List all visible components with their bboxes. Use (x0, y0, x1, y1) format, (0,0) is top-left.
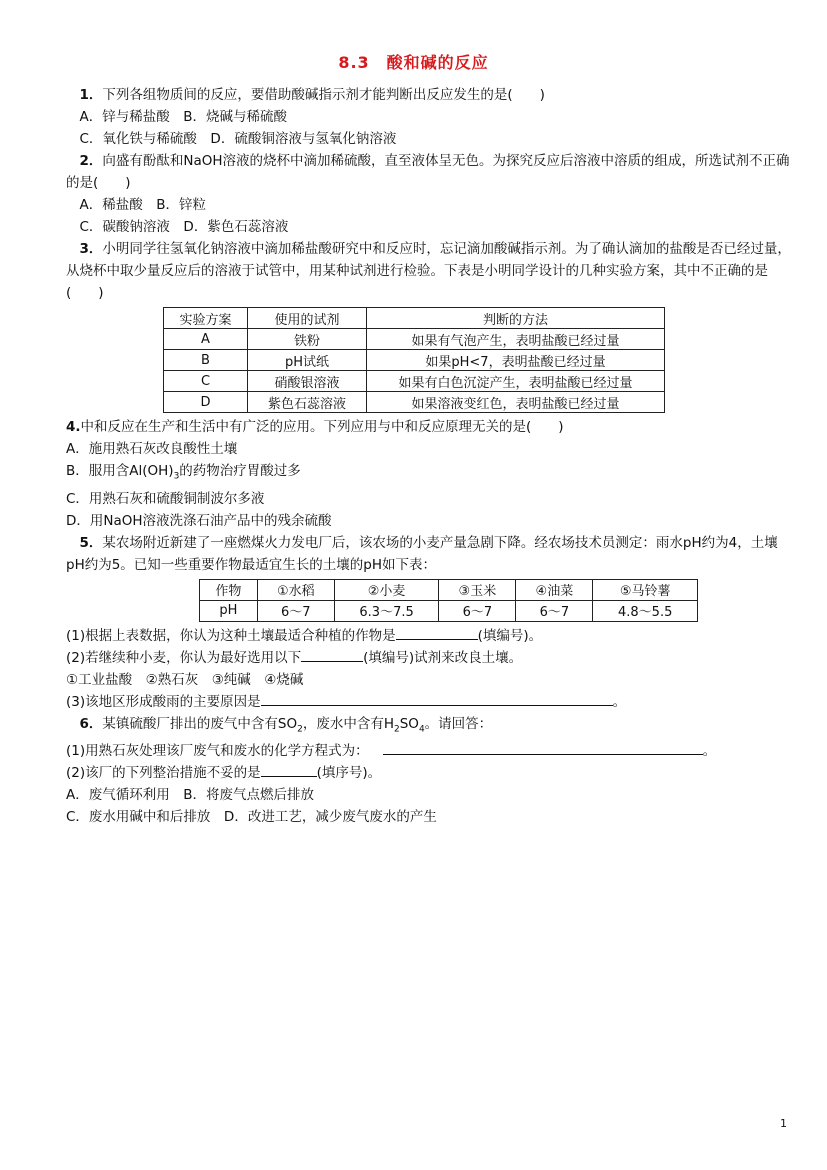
table-cell: ⑤马铃薯 (593, 579, 698, 600)
option-text: 的药物治疗胃酸过多 (179, 463, 301, 479)
question-1-stem: 下列各组物质间的反应，要借助酸碱指示剂才能判断出反应发生的是( ) (102, 87, 545, 103)
question-5-number: 5． (79, 534, 103, 551)
answer-blank[interactable] (261, 762, 317, 777)
subscript: 3 (173, 471, 180, 482)
table-cell: 6～7 (439, 600, 516, 621)
experiment-table (163, 307, 665, 413)
table-cell: 如果pH<7，表明盐酸已经过量 (367, 350, 665, 371)
page-title: 8.3 酸和碱的反应 (338, 53, 489, 72)
stem-text: 。请回答： (424, 715, 493, 732)
table-row (200, 579, 698, 600)
question-3-stem: 小明同学往氢氧化钠溶液中滴加稀盐酸研究中和反应时，忘记滴加酸碱指示剂。为了确认滴加的盐酸是否已经过量，从烧杯中取少量反应后的溶液于试管中，用某种试剂进行检验。下表是小明同学设计的几种实验方案，其中不正确的是( ) (66, 241, 791, 301)
prompt-text: (2)若继续种小麦，你认为最好选用以下 (66, 649, 302, 666)
question-5-sub-2 (66, 647, 794, 669)
question-2-number: 2． (79, 153, 103, 169)
exercise-content (66, 84, 794, 828)
question-3-number: 3． (79, 241, 103, 257)
prompt-text: 。 (612, 693, 627, 710)
subscript: 4 (418, 724, 425, 735)
table-row (164, 371, 665, 392)
table-cell: ①水稻 (257, 579, 334, 600)
question-6 (66, 713, 794, 741)
option-text: B．服用含Al(OH) (66, 463, 174, 479)
question-4-stem: 中和反应在生产和生活中有广泛的应用。下列应用与中和反应原理无关的是( ) (80, 419, 564, 435)
table-cell: 作物 (200, 579, 258, 600)
answer-blank[interactable] (261, 691, 613, 706)
table-cell: pH试纸 (248, 350, 367, 371)
stem-text: 某镇硫酸厂排出的废气中含有SO (102, 715, 298, 732)
prompt-text: 。 (702, 743, 717, 760)
table-cell: D (164, 392, 248, 413)
question-6-options-ab: A．废气循环利用 B．将废气点燃后排放 (66, 787, 314, 804)
question-1-options-ab: A．锌与稀盐酸 B．烧碱与稀硫酸 (79, 109, 287, 125)
subscript: 2 (394, 724, 400, 735)
prompt-text: (填编号)。 (477, 627, 543, 644)
answer-blank[interactable] (383, 740, 703, 755)
table-cell: 6.3～7.5 (334, 600, 439, 621)
table-cell: A (164, 329, 248, 350)
question-5-sub-2-options: ①工业盐酸 ②熟石灰 ③纯碱 ④烧碱 (66, 671, 304, 688)
table-row (164, 329, 665, 350)
question-2-options-ab: A．稀盐酸 B．锌粒 (79, 197, 206, 213)
stem-text: SO (399, 715, 419, 732)
question-1-number: 1． (79, 87, 103, 103)
answer-blank[interactable] (301, 647, 363, 662)
subscript: 2 (297, 724, 303, 735)
table-cell: 4.8～5.5 (593, 600, 698, 621)
question-1 (66, 84, 794, 106)
question-4-option-a: A．施用熟石灰改良酸性土壤 (66, 441, 238, 457)
table-cell: 紫色石蕊溶液 (248, 392, 367, 413)
table-cell: 如果有白色沉淀产生，表明盐酸已经过量 (367, 371, 665, 392)
prompt-text: (3)该地区形成酸雨的主要原因是 (66, 693, 261, 710)
answer-blank[interactable] (396, 625, 478, 640)
question-4-option-c: C．用熟石灰和硫酸铜制波尔多液 (66, 490, 265, 507)
table-cell: 铁粉 (248, 329, 367, 350)
question-6-sub-1 (66, 740, 794, 762)
question-6-sub-2 (66, 762, 794, 784)
prompt-text: (1)根据上表数据，你认为这种土壤最适合种植的作物是 (66, 627, 396, 644)
stem-text: ，废水中含有H (302, 715, 394, 732)
prompt-text: (填编号)试剂来改良土壤。 (363, 649, 523, 666)
table-cell: B (164, 350, 248, 371)
prompt-text: (2)该厂的下列整治措施不妥的是 (66, 765, 261, 782)
table-row (164, 350, 665, 371)
table-cell: 如果有气泡产生，表明盐酸已经过量 (367, 329, 665, 350)
table-row (164, 392, 665, 413)
table-header-cell: 使用的试剂 (248, 308, 367, 329)
question-4 (66, 416, 794, 438)
question-2-stem: 向盛有酚酞和NaOH溶液的烧杯中滴加稀硫酸，直至液体呈无色。为探究反应后溶液中溶质的组成，所选试剂不正确的是( ) (66, 153, 790, 191)
table-cell: 6～7 (516, 600, 593, 621)
table-cell: 如果溶液变红色，表明盐酸已经过量 (367, 392, 665, 413)
page-number: 1 (780, 1117, 787, 1130)
question-5-stem: 某农场附近新建了一座燃煤火力发电厂后，该农场的小麦产量急剧下降。经农场技术员测定：雨水pH约为4，土壤pH约为5。已知一些重要作物最适宜生长的土壤的pH如下表： (66, 534, 778, 573)
question-3 (66, 238, 794, 304)
table-cell: ③玉米 (439, 579, 516, 600)
question-6-number: 6． (79, 715, 103, 732)
table-header-row (164, 308, 665, 329)
question-5-sub-1 (66, 625, 794, 647)
table-header-cell: 判断的方法 (367, 308, 665, 329)
table-cell: pH (200, 600, 258, 621)
question-4-number: 4. (66, 419, 81, 435)
question-4-option-d: D．用NaOH溶液洗涤石油产品中的残余硫酸 (66, 512, 332, 529)
table-header-cell: 实验方案 (164, 308, 248, 329)
prompt-text: (1)用熟石灰处理该厂废气和废水的化学方程式为： (66, 743, 369, 760)
table-cell: 硝酸银溶液 (248, 371, 367, 392)
prompt-text: (填序号)。 (316, 765, 382, 782)
table-cell: ④油菜 (516, 579, 593, 600)
question-4-option-b (66, 460, 794, 488)
question-5-sub-3 (66, 691, 794, 713)
question-6-options-cd: C．废水用碱中和后排放 D．改进工艺，减少废气废水的产生 (66, 809, 437, 826)
table-row (200, 600, 698, 621)
table-cell: 6～7 (257, 600, 334, 621)
question-2 (66, 150, 794, 194)
question-5 (66, 532, 794, 576)
question-1-options-cd: C．氧化铁与稀硫酸 D．硫酸铜溶液与氢氧化钠溶液 (79, 131, 397, 147)
table-cell: C (164, 371, 248, 392)
table-cell: ②小麦 (334, 579, 439, 600)
ph-table (199, 579, 698, 622)
question-2-options-cd: C．碳酸钠溶液 D．紫色石蕊溶液 (79, 219, 289, 235)
